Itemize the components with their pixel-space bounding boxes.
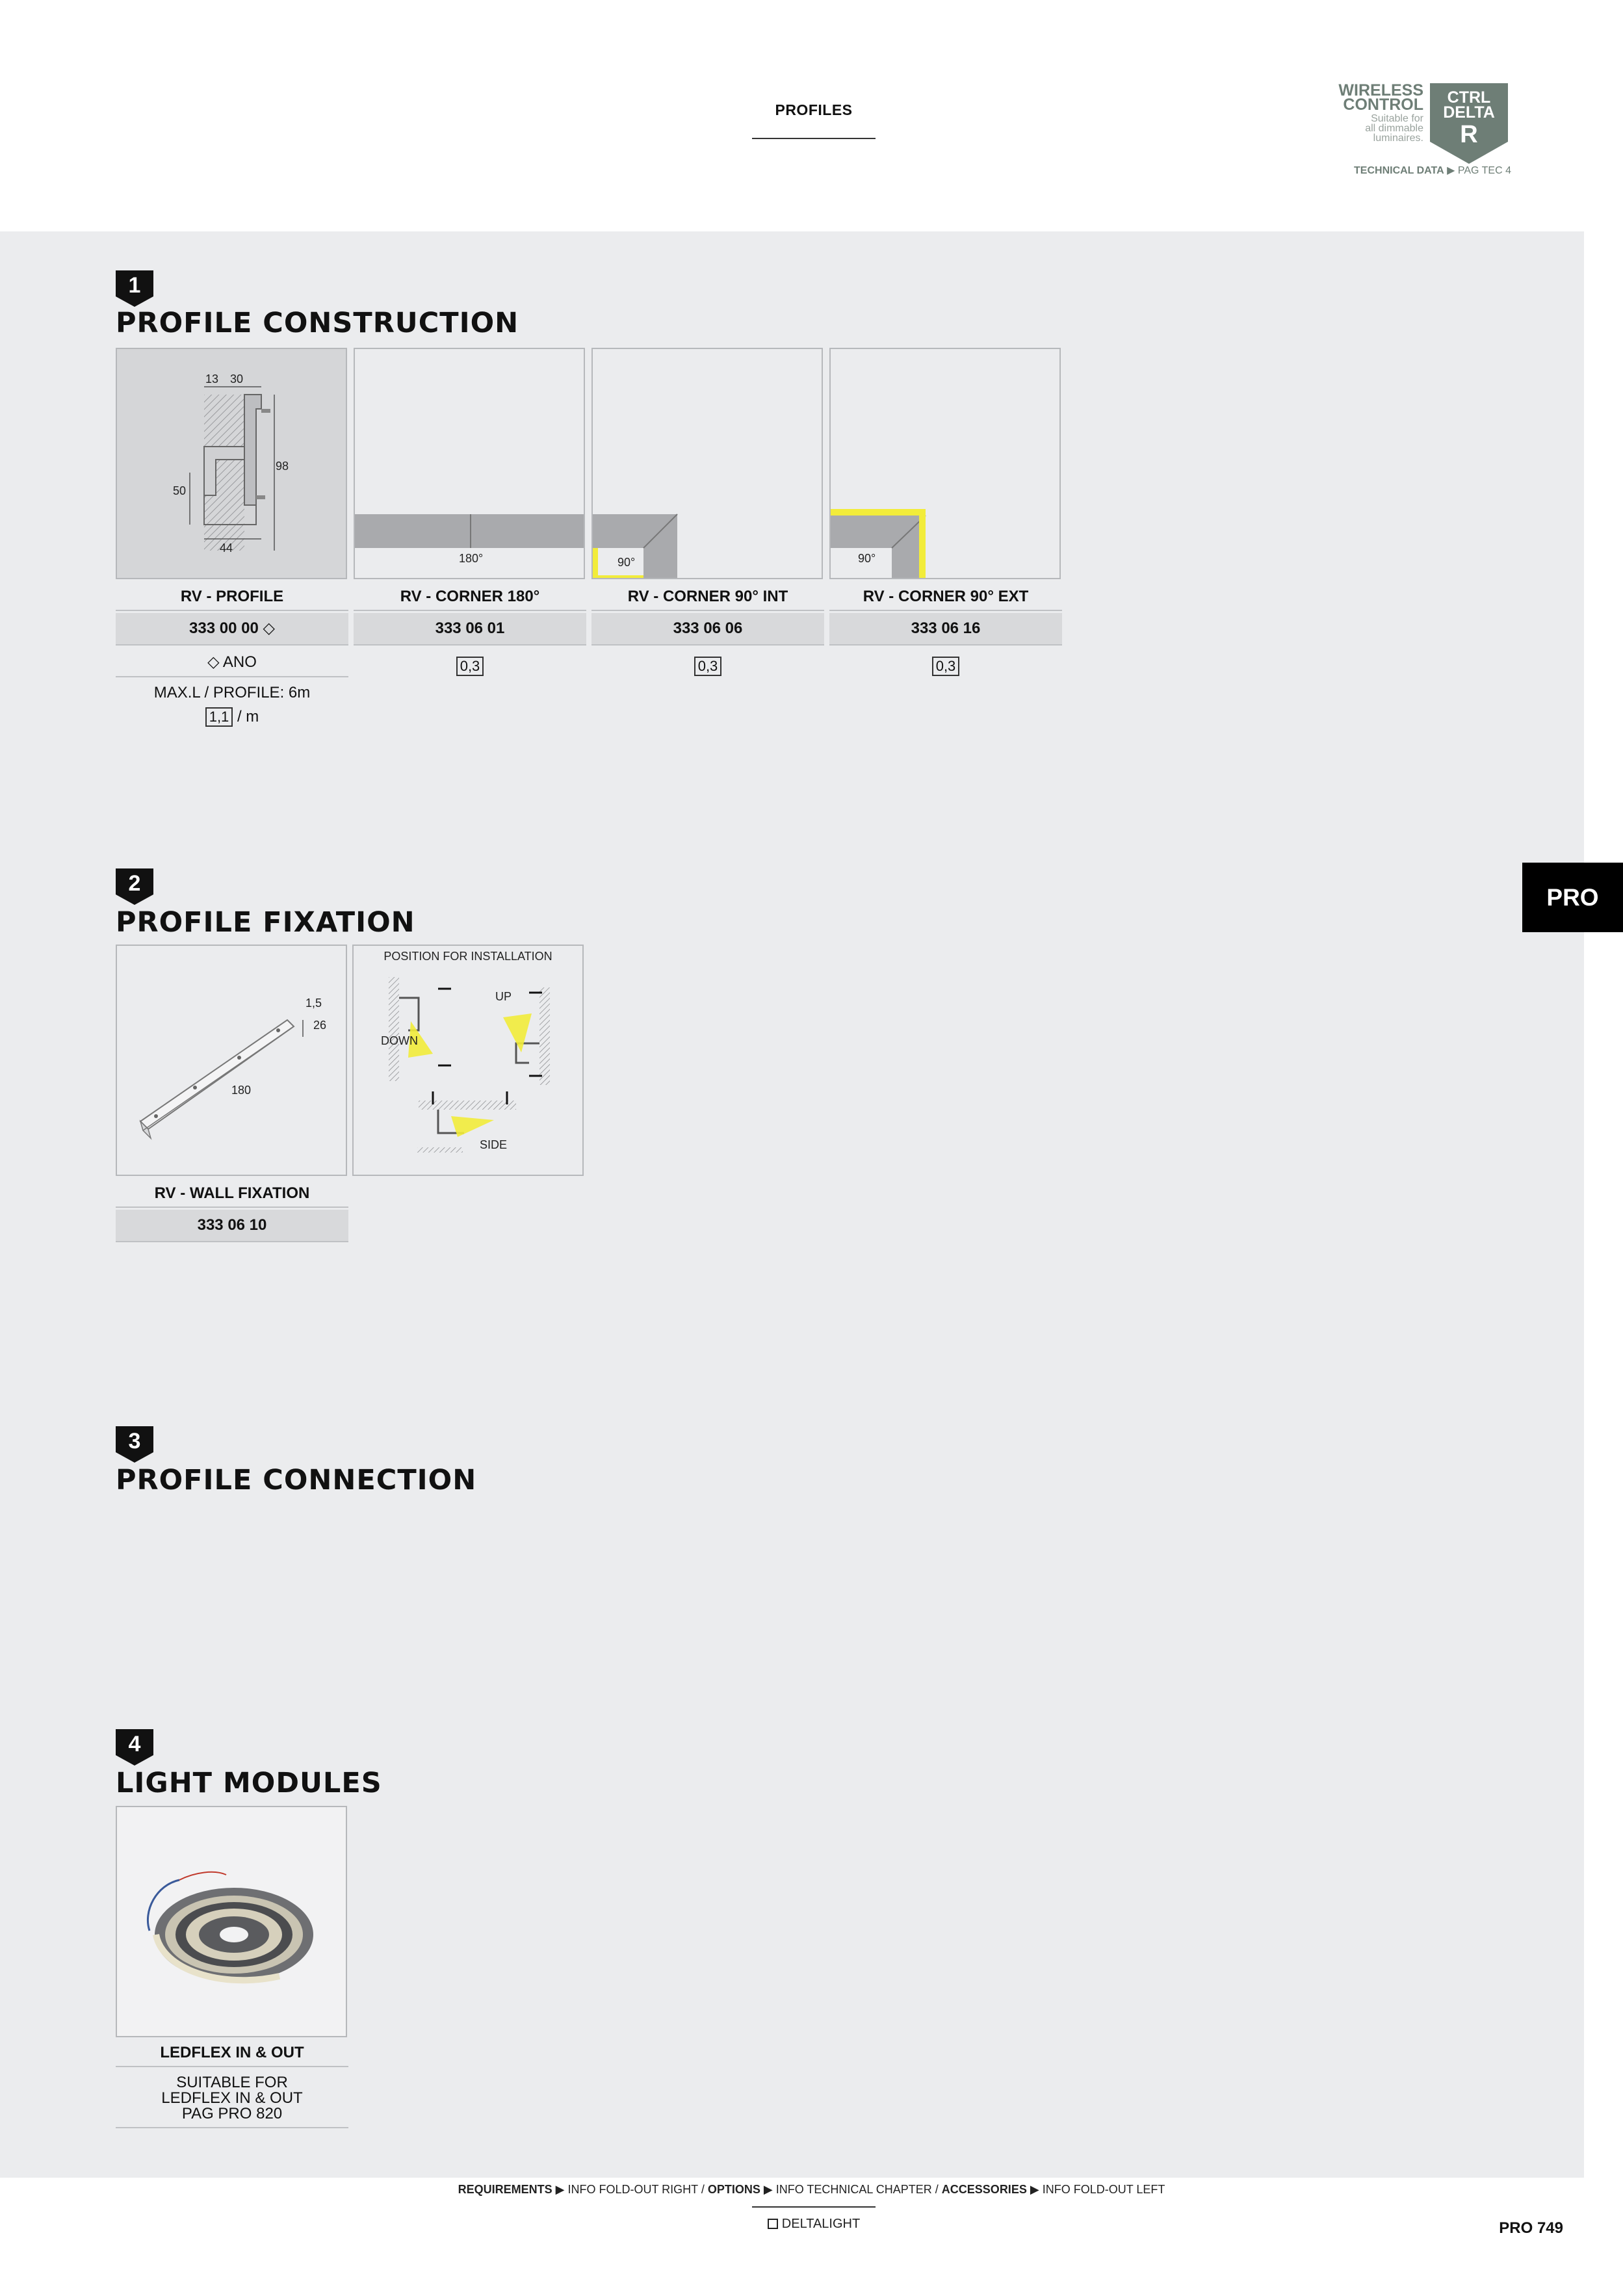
product-code[interactable]: 333 06 06 bbox=[591, 613, 824, 646]
weight-per-meter bbox=[116, 707, 348, 727]
deltalight-logo-icon bbox=[768, 2219, 778, 2229]
dim-30: 30 bbox=[230, 372, 244, 385]
weight-box: 0,3 bbox=[694, 657, 722, 676]
dim-26: 26 bbox=[313, 1019, 327, 1032]
brand-logo bbox=[752, 2217, 876, 2232]
installation-positions-drawing bbox=[352, 945, 584, 1176]
note-line: SUITABLE FOR bbox=[176, 2074, 288, 2091]
dim-1-5: 1,5 bbox=[305, 997, 322, 1010]
angle-label: 90° bbox=[858, 552, 876, 565]
wireless-label-line2: CONTROL bbox=[1343, 96, 1423, 114]
dim-13: 13 bbox=[205, 372, 219, 385]
product-code[interactable]: 333 06 01 bbox=[354, 613, 586, 646]
product-code[interactable]: 333 06 16 bbox=[829, 613, 1062, 646]
header-divider bbox=[752, 138, 876, 139]
ledflex-note bbox=[116, 2075, 348, 2128]
install-down-label: DOWN bbox=[381, 1034, 418, 1047]
install-up-label: UP bbox=[495, 990, 512, 1003]
angle-label: 180° bbox=[459, 552, 484, 565]
requirements-text: INFO FOLD-OUT RIGHT / bbox=[567, 2183, 705, 2196]
section-title: PROFILE FIXATION bbox=[116, 906, 415, 939]
wireless-control-badge bbox=[1339, 83, 1511, 181]
weight-box: 0,3 bbox=[932, 657, 960, 676]
ctrl-delta-shield-icon bbox=[1430, 83, 1508, 164]
corner-90-int-drawing bbox=[591, 348, 823, 579]
section-number-badge bbox=[116, 868, 153, 905]
dim-44: 44 bbox=[220, 541, 233, 554]
page-section-title: PROFILES bbox=[775, 101, 853, 118]
product-name: RV - CORNER 90° INT bbox=[591, 584, 824, 611]
section-number-badge bbox=[116, 270, 153, 307]
section-number-badge bbox=[116, 1426, 153, 1463]
corner-180-drawing bbox=[354, 348, 585, 579]
arrow-right-icon: ▶ bbox=[1030, 2183, 1039, 2196]
brand-name: DELTALIGHT bbox=[781, 2217, 861, 2231]
arrow-right-icon: ▶ bbox=[555, 2183, 565, 2196]
options-text: INFO TECHNICAL CHAPTER / bbox=[775, 2183, 939, 2196]
product-name: RV - PROFILE bbox=[116, 584, 348, 611]
product-name: RV - CORNER 180° bbox=[354, 584, 586, 611]
technical-data-label: TECHNICAL DATA bbox=[1354, 165, 1444, 176]
wall-fixation-drawing bbox=[116, 945, 347, 1176]
requirements-label: REQUIREMENTS bbox=[458, 2183, 552, 2196]
badge-letter: R bbox=[1460, 121, 1478, 148]
weight-box: 1,1 bbox=[205, 707, 233, 727]
section-title: PROFILE CONNECTION bbox=[116, 1464, 477, 1496]
note-line: PAG PRO 820 bbox=[181, 2105, 283, 2122]
dim-98: 98 bbox=[276, 460, 289, 473]
angle-label: 90° bbox=[617, 556, 636, 569]
weight-box: 0,3 bbox=[456, 657, 484, 676]
weight-unit: / m bbox=[237, 708, 259, 725]
page-number: PRO 749 bbox=[1499, 2219, 1563, 2237]
product-code[interactable]: 333 06 10 bbox=[116, 1210, 348, 1242]
product-name: RV - WALL FIXATION bbox=[116, 1181, 348, 1208]
product-name: LEDFLEX IN & OUT bbox=[116, 2040, 348, 2067]
dim-50: 50 bbox=[173, 484, 187, 497]
accessories-text: INFO FOLD-OUT LEFT bbox=[1042, 2183, 1165, 2196]
section-number: 1 bbox=[128, 273, 141, 298]
wireless-subtext: Suitable for all dimmable luminaires. bbox=[1365, 113, 1423, 144]
dim-180: 180 bbox=[231, 1084, 252, 1097]
product-code-value: 333 00 00 bbox=[189, 620, 259, 637]
profile-cross-section-drawing bbox=[116, 348, 347, 579]
wireless-label-line1: WIRELESS bbox=[1338, 81, 1423, 99]
options-label: OPTIONS bbox=[707, 2183, 760, 2196]
product-name: RV - CORNER 90° EXT bbox=[829, 584, 1062, 611]
technical-data-page: PAG TEC 4 bbox=[1457, 165, 1511, 176]
section-number: 4 bbox=[128, 1732, 141, 1756]
footer-divider bbox=[752, 2206, 876, 2208]
finish-note: ◇ ANO bbox=[116, 653, 348, 677]
arrow-right-icon: ▶ bbox=[1447, 165, 1455, 176]
badge-ctrl: CTRL bbox=[1447, 88, 1491, 107]
max-length-note: MAX.L / PROFILE: 6m bbox=[153, 684, 311, 701]
chapter-tab[interactable]: PRO bbox=[1522, 863, 1623, 932]
badge-delta: DELTA bbox=[1443, 103, 1495, 122]
weight bbox=[829, 657, 1062, 676]
ledflex-reel-image bbox=[116, 1806, 347, 2037]
finish-diamond-icon: ◇ bbox=[263, 620, 275, 637]
technical-data-ref bbox=[1339, 164, 1511, 177]
section-title: LIGHT MODULES bbox=[116, 1767, 382, 1799]
footer-info bbox=[0, 2183, 1623, 2197]
arrow-right-icon: ▶ bbox=[763, 2183, 773, 2196]
note-line: LEDFLEX IN & OUT bbox=[161, 2089, 303, 2107]
install-side-label: SIDE bbox=[480, 1138, 508, 1151]
section-number-badge bbox=[116, 1729, 153, 1766]
install-title: POSITION FOR INSTALLATION bbox=[383, 950, 552, 963]
accessories-label: ACCESSORIES bbox=[941, 2183, 1027, 2196]
product-code[interactable] bbox=[116, 613, 348, 646]
section-number: 2 bbox=[128, 871, 141, 896]
section-number: 3 bbox=[128, 1429, 141, 1454]
section-title: PROFILE CONSTRUCTION bbox=[116, 307, 519, 339]
corner-90-ext-drawing bbox=[829, 348, 1061, 579]
weight bbox=[354, 657, 586, 676]
weight bbox=[591, 657, 824, 676]
